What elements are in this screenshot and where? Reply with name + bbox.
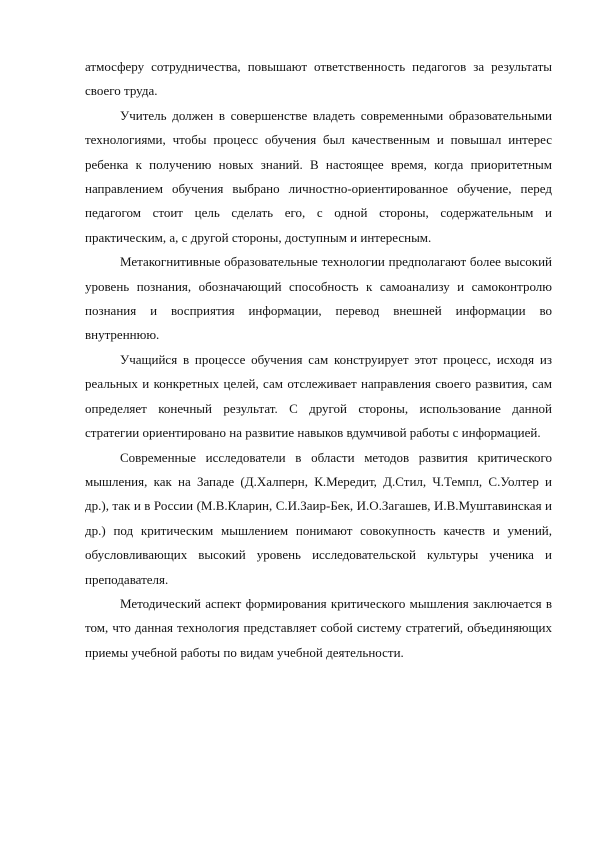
paragraph-methodical: Методический аспект формирования критического мышления заключается в том, что данная технология представляет собой систему стратегий, объединяющих приемы учебной работы по видам учебной деятельности. bbox=[85, 595, 552, 660]
document-page bbox=[85, 55, 552, 665]
paragraph-student: Учащийся в процессе обучения сам конструирует этот процесс, исходя из реальных и конкретных целей, сам отслеживает направления своего развития, сам определяет конечный результат. С другой стороны, использование данной стратегии ориентировано на развитие навыков вдумчивой работы с информацией. bbox=[85, 351, 552, 441]
paragraph-researchers: Современные исследователи в области методов развития критического мышления, как на Западе (Д.Халперн, К.Мередит, Д.Стил, Ч.Темпл, С.Уолтер и др.), так и в России (М.В.Кларин, С.И.Заир-Бек, И.О.Загашев, И.В.Муштавинская и др.) под критическим мышлением понимают совокупность качеств и умений, обусловливающих высокий уровень исследовательской культуры ученика и преподавателя. bbox=[85, 449, 552, 587]
paragraph-metacognitive: Метакогнитивные образовательные технологии предполагают более высокий уровень познания, обозначающий способность к самоанализу и самоконтролю познания и восприятия информации, перевод внешней информации во внутреннюю. bbox=[85, 254, 552, 343]
paragraph-continuation: атмосферу сотрудничества, повышают ответственность педагогов за результаты своего труда. bbox=[85, 59, 552, 99]
paragraph-teacher: Учитель должен в совершенстве владеть современными образовательными технологиями, чтобы процесс обучения был качественным и повышал интерес ребенка к получению новых знаний. В настоящее время, когда приоритетным направлением обучения выбрано личностно-ориентированное обучение, перед педагогом стоит цель сделать его, с одной стороны, содержательным и практическим, а, с другой стороны, доступным и интересным. bbox=[85, 107, 552, 245]
